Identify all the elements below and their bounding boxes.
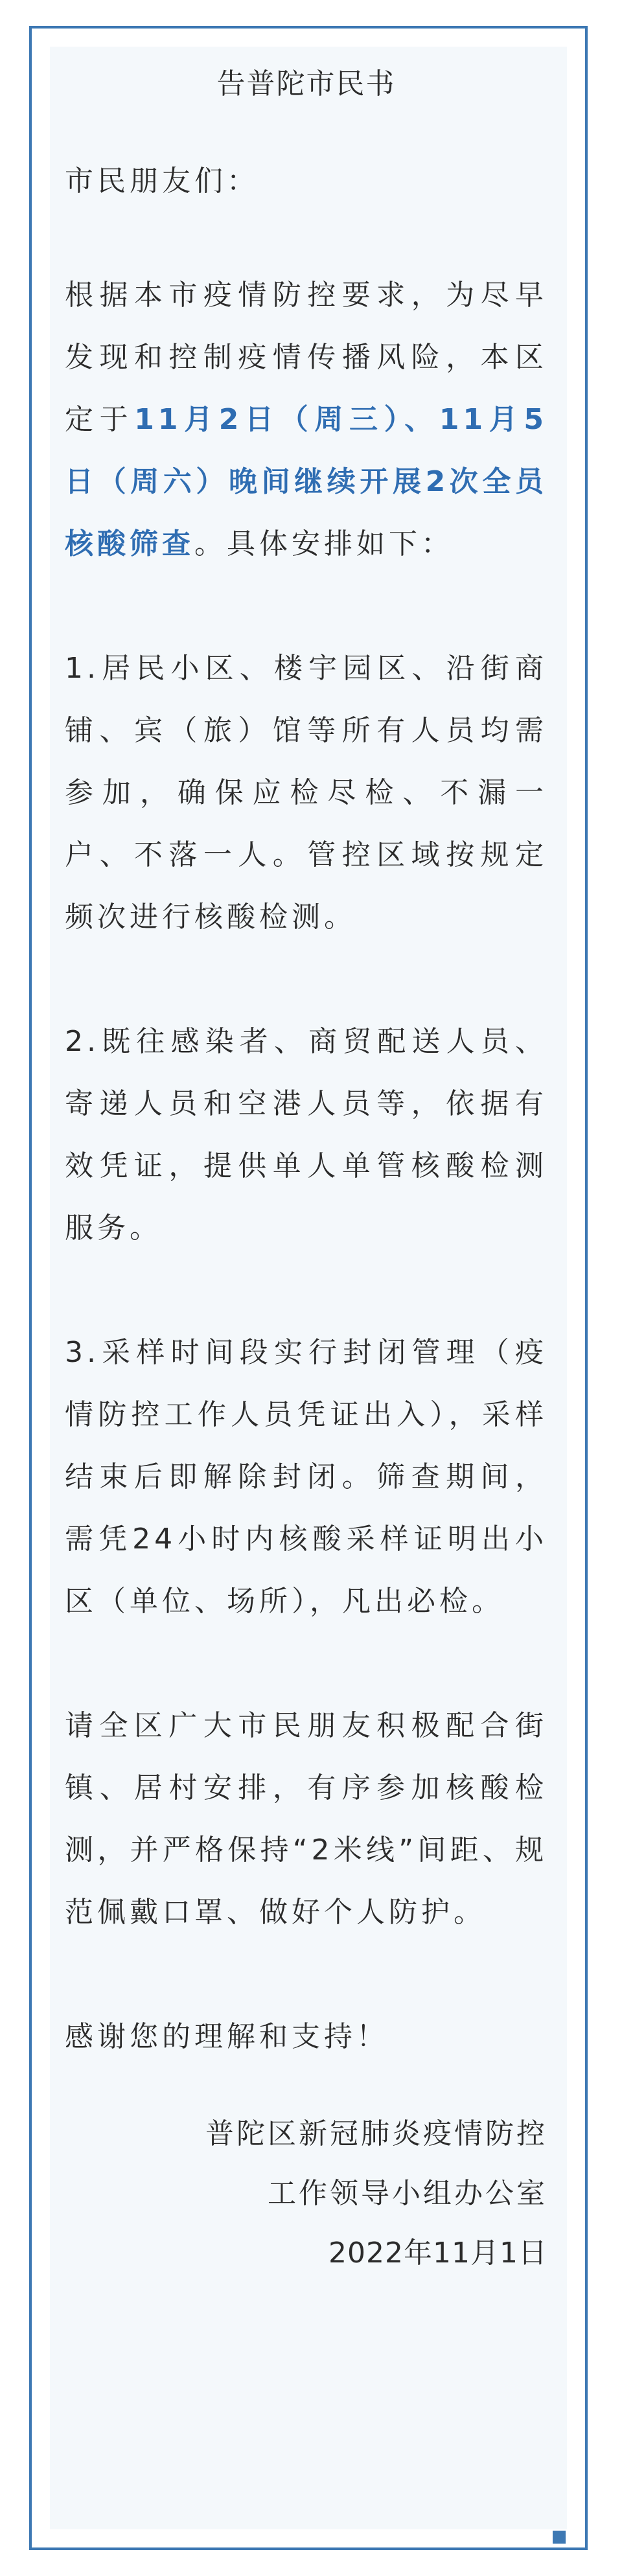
signature-block bbox=[65, 2104, 547, 2283]
signature-org-line1: 普陀区新冠肺炎疫情防控 bbox=[205, 2117, 547, 2150]
intro-highlight: 11月2日（周三）、11月5日（周六）晚间继续开展2次全员核酸筛查 bbox=[65, 403, 547, 560]
intro-text-after: 。具体安排如下： bbox=[194, 527, 454, 560]
item-3-paragraph: 3.采样时间段实行封闭管理（疫情防控工作人员凭证出入），采样结束后即解除封闭。筛查期间，需凭24小时内核酸采样证明出小区（单位、场所），凡出必检。 bbox=[65, 1336, 547, 1618]
corner-decoration bbox=[553, 2531, 566, 2544]
intro-text-before: 根据本市疫情防控要求，为尽早发现和控制疫情传播风险，本区定于 bbox=[65, 279, 547, 436]
notice-content bbox=[65, 65, 547, 2283]
item-2-paragraph: 2.既往感染者、商贸配送人员、寄递人员和空港人员等，依据有效凭证，提供单人单管核酸检测服务。 bbox=[65, 1025, 547, 1245]
appeal-paragraph: 请全区广大市民朋友积极配合街镇、居村安排，有序参加核酸检测，并严格保持“2米线”间距、规范佩戴口罩、做好个人防护。 bbox=[65, 1709, 547, 1929]
salutation: 市民朋友们： bbox=[65, 165, 259, 198]
signature-org-line2: 工作领导小组办公室 bbox=[268, 2177, 547, 2210]
item-1-paragraph: 1.居民小区、楼宇园区、沿街商铺、宾（旅）馆等所有人员均需参加，确保应检尽检、不漏一户、不落一人。管控区域按规定频次进行核酸检测。 bbox=[65, 652, 547, 934]
intro-paragraph bbox=[65, 264, 547, 575]
signature-date: 2022年11月1日 bbox=[328, 2237, 547, 2270]
thanks-paragraph: 感谢您的理解和支持！ bbox=[65, 2020, 389, 2053]
notice-title: 告普陀市民书 bbox=[216, 67, 396, 100]
